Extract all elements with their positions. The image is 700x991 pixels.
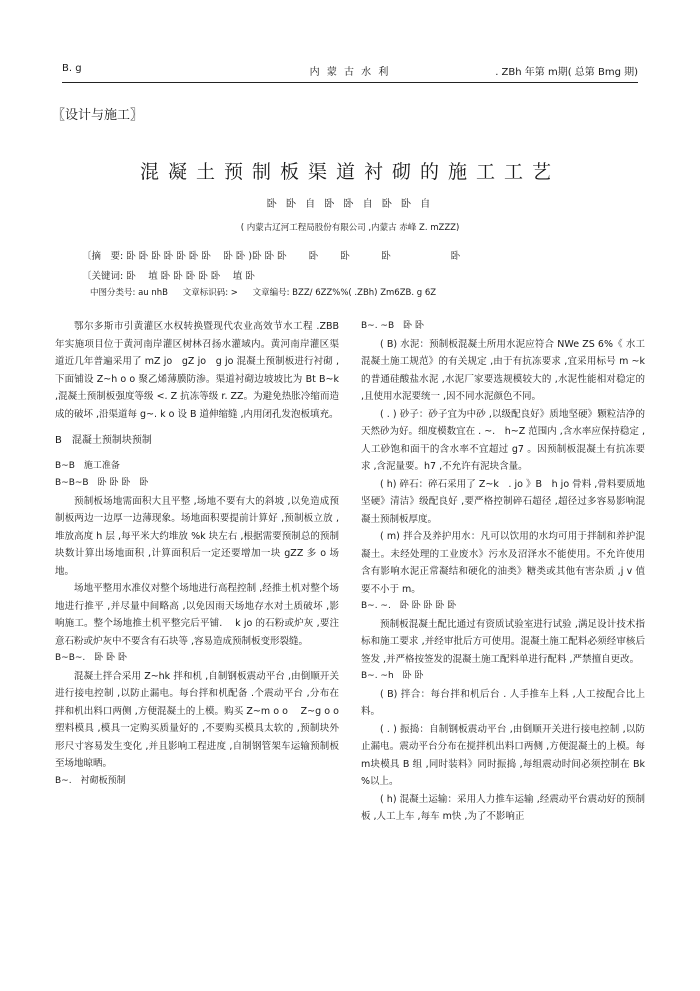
document-code: 文章标识码: > bbox=[182, 288, 238, 298]
body-paragraph: 预制板混凝土配比通过有资质试验室进行试验 ,满足设计技术指标和施工要求 ,并经审批后方可使用。混凝土施工配料必须经审核后签发 ,并严格按签发的混凝土施工配料单进行配料 ,严禁擅自更改。 bbox=[361, 618, 645, 665]
article-metadata bbox=[90, 286, 448, 298]
keywords-bracket: 〔 bbox=[82, 271, 92, 282]
body-paragraph: ( m) 拌合及养护用水：凡可以饮用的水均可用于拌制和养护混凝土。未经处理的工业废水》污水及沼泽水不能使用。不允许使用含有影响水泥正常凝结和硬化的油类》糖类或其他有害杂质 ,j v 值要不小于 m。 bbox=[361, 531, 645, 595]
heading-1-1-2: B~B~. 卧 卧 卧 bbox=[55, 653, 128, 663]
section-bracket-open: 〖 bbox=[52, 108, 66, 123]
body-paragraph: ( . ) 砂子：砂子宜为中砂 ,以级配良好》质地坚硬》颗粒洁净的天然砂为好。细度模数宜在 . ~. h~Z 范围内 ,含水率应保持稳定 ,人工砂饱和面干的含水率不宜超过 g7 。因预制板混凝土有抗冻要求 ,含泥量要。h7 ,不允许有泥块含量。 bbox=[361, 408, 645, 472]
author-affiliation: ( 内蒙古辽河工程局股份有限公司 ,内蒙古 赤峰 Z. mZZZ) bbox=[240, 223, 460, 233]
intro-paragraph: 鄂尔多斯市引黄灌区水权转换暨现代农业高效节水工程 .ZBB 年实施项目位于黄河南岸灌区树林召扬水灌域内。黄河南岸灌区渠道近几年普遍采用了 mZ jo gZ jo g jo 混凝土预制板进行衬砌 ,下面铺设 Z~h o o 聚乙烯薄膜防渗。渠道衬砌边坡坡比为 Bt B~k ,混凝土预制板强度等级 <. Z 抗冻等级 r. ZZ。为避免热胀冷缩而造成的破坏 ,沿渠道每 g~. k o 设 B 道伸缩缝 ,内用闭孔发泡板填充。 bbox=[55, 321, 339, 420]
heading-1-2: B~. 衬砌板预制 bbox=[55, 775, 126, 786]
left-column bbox=[55, 318, 339, 790]
header-page-number: B. g bbox=[62, 63, 82, 74]
body-paragraph: ( B) 水泥：预制板混凝土所用水泥应符合 NWe ZS 6%《 水工混凝土施工规范》的有关规定 ,由于有抗冻要求 ,宜采用标号 m ~k 的普通硅酸盐水泥 ,水泥厂家要选规模较大的 ,水泥性能相对稳定的 ,且使用水泥要统一 ,因不同水泥颜色不同。 bbox=[361, 338, 645, 402]
body-paragraph: ( B) 拌合：每台拌和机后台 . 人手推车上料 ,人工按配合比上料。 bbox=[361, 688, 645, 717]
abstract bbox=[82, 248, 460, 262]
body-paragraph: 场地平整用水准仪对整个场地进行高程控制 ,经推土机对整个场地进行推平 ,并尽量中间略高 ,以免因雨天场地存水对土质破坏 ,影响施工。整个场地推土机平整完后平铺. k jo 的石粉或炉灰 ,要注意石粉或炉灰中不要含有石块等 ,容易造成预制板变形裂缝。 bbox=[55, 583, 339, 647]
keywords-label: 关键词: bbox=[91, 271, 124, 282]
keywords-text: 卧 埴 卧 卧 卧 卧 卧 埴 卧 bbox=[126, 271, 255, 282]
article-title: 混凝土预制板渠道衬砌的施工工艺 bbox=[139, 161, 560, 183]
right-column bbox=[361, 318, 645, 826]
keywords bbox=[82, 268, 255, 282]
heading-1-1: B~B 施工准备 bbox=[55, 460, 120, 471]
header-rule bbox=[62, 82, 638, 83]
section-bracket-close: 〗 bbox=[130, 108, 144, 123]
body-paragraph: ( . ) 振捣：自制钢板震动平台 ,由倒顺开关进行接电控制 ,以防止漏电。震动平台分布在搅拌机出料口两侧 ,方便混凝土的上模。每 m块模具 B 组 ,同时装料》同时振捣 ,每组震动时间必须控制在 Bk %以上。 bbox=[361, 723, 645, 787]
body-paragraph: 混凝土拌合采用 Z~hk 拌和机 ,自制钢板震动平台 ,由倒顺开关进行接电控制 ,以防止漏电。每台拌和机配备 .个震动平台 ,分布在拌和机出料口两侧 ,方便混凝土的上模。购买 Z~m o o Z~g o o 塑料模具 ,模具一定购买质量好的 ,不要购买模具太软的 ,预制块外形尺寸容易发生变化 ,并且影响工程进度 ,自制钢管架车运输预制板至场地晾晒。 bbox=[55, 670, 339, 769]
heading-1-2-2: B~. ~. 卧 卧 卧 卧 卧 bbox=[361, 601, 457, 611]
abstract-label: 摘 要: bbox=[91, 251, 124, 262]
abstract-text: 卧 卧 卧 卧 卧 卧 卧 卧 卧 )卧 卧 卧 卧 卧 卧 卧 bbox=[126, 251, 461, 262]
heading-1-2-1: B~. ~B 卧 卧 bbox=[361, 321, 425, 331]
article-authors: 卧 卧 自 卧 卧 自 卧 卧 自 bbox=[266, 199, 434, 210]
section-label bbox=[52, 104, 143, 123]
running-header bbox=[62, 63, 638, 79]
body-paragraph: 预制板场地需面积大且平整 ,场地不要有大的斜坡 ,以免造成预制板两边一边厚一边薄现象。场地面积要提前计算好 ,预制板立放 ,堆放高度 h 层 ,每平米大约堆放 %k 块左右 ,根据需要预制总的预制块数计算出场地面积 ,计算面积后一定还要增加一块 gZZ 多 o 场地。 bbox=[55, 495, 339, 577]
section-label-text: 设计与施工 bbox=[65, 108, 131, 123]
body-paragraph: ( h) 碎石：碎石采用了 Z~k . jo 》B h jo 骨料 ,骨料要质地坚硬》清洁》级配良好 ,要严格控制碎石超径 ,超径过多容易影响混凝土预制板厚度。 bbox=[361, 478, 645, 525]
clc-number: 中图分类号: au nhB bbox=[90, 288, 168, 298]
heading-1: B 混凝土预制块预制 bbox=[55, 435, 152, 446]
header-issue-info: . ZBh 年第 m期( 总第 Bmg 期) bbox=[495, 67, 638, 78]
article-number: 文章编号: BZZ/ 6ZZ%%( .ZBh) Zm6ZB. g 6Z bbox=[252, 288, 437, 298]
heading-1-1-1: B~B~B 卧 卧 卧 卧 bbox=[55, 478, 149, 488]
heading-1-2-3: B~. ~h 卧 卧 bbox=[361, 671, 424, 681]
header-journal-name: 内 蒙 古 水 利 bbox=[309, 67, 391, 78]
abstract-bracket: 〔 bbox=[82, 251, 92, 262]
body-paragraph: ( h) 混凝土运输：采用人力推车运输 ,经震动平台震动好的预制板 ,人工上车 ,每车 m快 ,为了不影响正 bbox=[361, 793, 645, 822]
